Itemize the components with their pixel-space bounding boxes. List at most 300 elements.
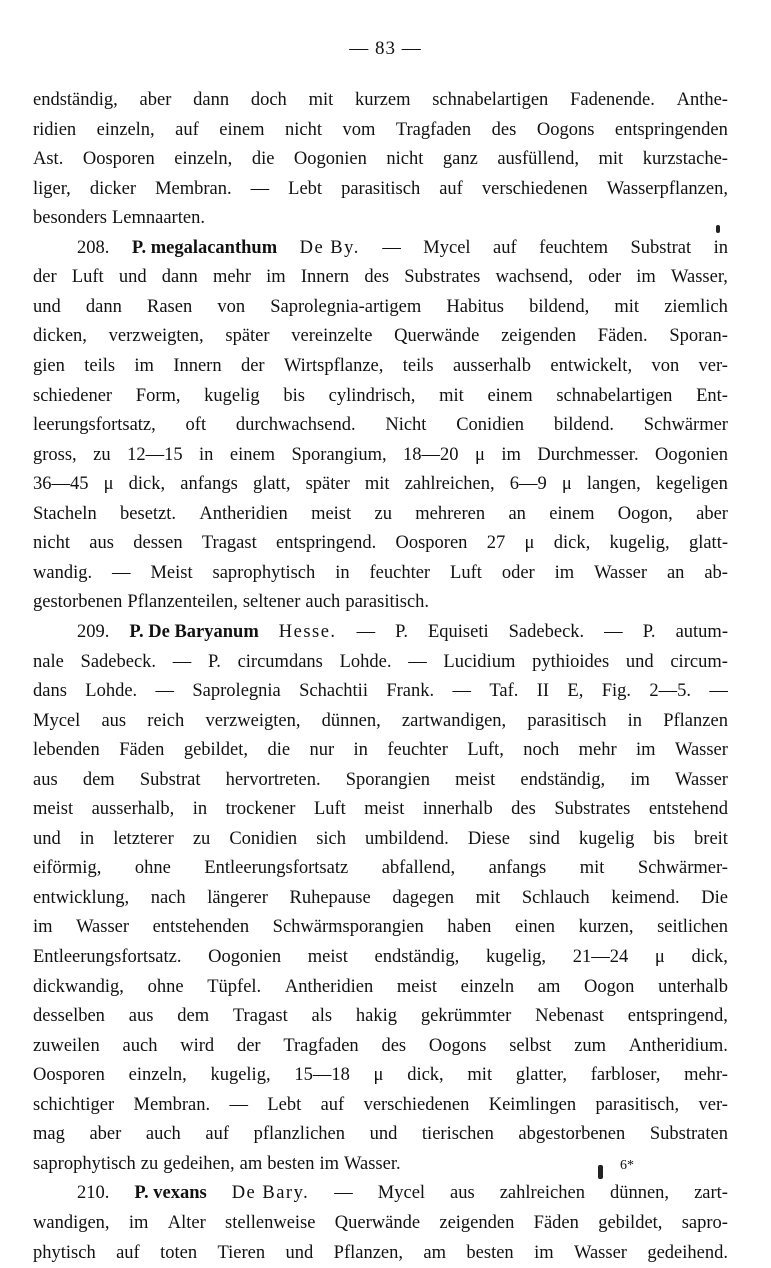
word: wandigen, [33, 1212, 110, 1233]
word: unterhalb [658, 976, 728, 997]
word: Tragfaden [395, 119, 472, 140]
word: mag [33, 1124, 65, 1145]
word: glatter, [515, 1065, 567, 1086]
word: bis [653, 828, 675, 849]
word: Fäden [119, 740, 165, 761]
word: gedeihen, [163, 1153, 235, 1174]
word: bis [283, 385, 305, 406]
text-line [33, 912, 728, 942]
word: dicken, [33, 326, 87, 347]
word: besetzt. [120, 503, 177, 524]
word: Stacheln [33, 503, 97, 524]
word: Ast. [33, 149, 64, 170]
word: längerer [207, 887, 268, 908]
word: Oogons [428, 1035, 487, 1056]
word: dann [193, 90, 230, 110]
word: bildend. [553, 415, 614, 436]
word: glatt- [688, 533, 728, 554]
word: desselben [33, 1006, 105, 1027]
text-line [33, 1090, 728, 1120]
word: — [112, 562, 131, 583]
word: zum [574, 1035, 606, 1056]
text-line [33, 706, 728, 736]
word: Antheridien [284, 976, 374, 997]
word: entstehenden [152, 917, 250, 938]
word: besten [466, 1242, 514, 1263]
word: von [217, 296, 246, 317]
word: umbildend. [365, 828, 449, 849]
word: Pflanzen [663, 710, 728, 731]
word: 12—15 [127, 444, 183, 465]
word: ohne [147, 976, 184, 997]
word: Nebenast [535, 1006, 604, 1027]
word: μ [475, 444, 485, 465]
word: schiedener [33, 385, 113, 406]
word: parasitisch [341, 178, 421, 199]
word: einem [219, 119, 265, 140]
word: gebildet, [183, 740, 249, 761]
word: Mycel [423, 237, 471, 258]
word: Diese [467, 828, 510, 849]
word: der [236, 1035, 261, 1056]
word: Oogonien [655, 444, 728, 465]
word: dick, [128, 474, 166, 495]
word: des [364, 267, 390, 288]
word: sind [529, 828, 560, 849]
word: Meist [150, 562, 193, 583]
text-line [33, 410, 728, 440]
word: Sadebeck. [80, 651, 157, 672]
word: bildend, [529, 296, 590, 317]
word: Lohde. [339, 651, 392, 672]
word: wird [180, 1035, 215, 1056]
word: saprophytisch [212, 562, 316, 583]
text-line [33, 381, 728, 411]
word: 210. [77, 1183, 110, 1204]
word: — [452, 681, 471, 701]
word: Conidien [229, 828, 298, 849]
word: auch [145, 1124, 181, 1145]
word: 18—20 [403, 444, 459, 465]
word: einem [229, 444, 276, 465]
word: Ent- [696, 385, 728, 406]
word: Anthe- [676, 90, 728, 110]
text-line [33, 528, 728, 558]
word: verschiedenen [363, 1094, 470, 1115]
word: toten [160, 1242, 198, 1263]
word: aus [128, 1006, 154, 1027]
word: und [369, 1124, 398, 1145]
word: dans [33, 681, 67, 701]
word: dem [82, 769, 115, 790]
word: Schwärmer [643, 415, 728, 436]
word: P. [642, 621, 656, 642]
word: Schlauch [521, 887, 590, 908]
word: von [651, 355, 680, 376]
word: aus [450, 1183, 475, 1204]
word: entstehend [648, 799, 728, 820]
author-name: De Bary. [231, 1183, 310, 1204]
word: Innern [173, 355, 222, 376]
word: ziemlich [664, 296, 728, 317]
word: Schachtii [299, 681, 368, 701]
word: ausserhalb [452, 355, 532, 376]
word: im [33, 917, 53, 938]
text-line [33, 824, 728, 854]
word: vereinzelte [291, 326, 373, 347]
word: breit [694, 828, 728, 849]
word: — [334, 1183, 353, 1204]
word: Oogonien [293, 149, 367, 170]
word: die [251, 149, 275, 170]
word: aber [139, 90, 172, 110]
word: Wasser [76, 917, 130, 938]
word: am [239, 1153, 263, 1174]
word: glatt, [252, 474, 291, 495]
word: Entleerungsfortsatz. [33, 947, 182, 967]
word: 209. [77, 621, 110, 642]
word: Frank. [386, 681, 435, 701]
word: wandig. [33, 562, 93, 583]
word: Oosporen [33, 1065, 105, 1086]
word: Sporan- [669, 326, 728, 347]
word: 6—9 [509, 474, 547, 495]
word: pythioides [532, 651, 610, 672]
word: zahlreichen, [404, 474, 495, 495]
word: entwickelt, [550, 355, 633, 376]
text-line [33, 262, 728, 292]
word: gross, [33, 444, 77, 465]
word: endständig, [520, 769, 606, 790]
word: P. [395, 621, 408, 642]
word: Durchmesser. [537, 444, 639, 465]
text-line [33, 85, 728, 115]
word: Ruhepause [289, 887, 371, 908]
text-line [33, 203, 728, 233]
word: besonders [33, 208, 107, 229]
word: 36—45 [33, 474, 89, 495]
text-line [33, 647, 728, 677]
word: liger, [33, 178, 71, 199]
word: ausserhalb, [91, 799, 175, 820]
word: dünnen, [321, 710, 381, 731]
author-name: Hesse. [278, 621, 337, 642]
word: μ [654, 947, 665, 967]
word: eiförmig, [33, 858, 102, 879]
word: meist [396, 976, 437, 997]
text-line [33, 144, 728, 174]
word: in [353, 740, 368, 761]
word: auf [493, 237, 517, 258]
word: Wasser [573, 1242, 627, 1263]
word: Sadebeck. [508, 621, 585, 642]
word: lebenden [33, 740, 100, 761]
word: Saprolegnia [192, 681, 281, 701]
word: wachsend, [495, 267, 574, 288]
text-line [33, 853, 728, 883]
word: kugelig [578, 828, 635, 849]
word: Querwände [334, 1212, 421, 1233]
word: am [423, 1242, 447, 1263]
word: autum- [675, 621, 728, 642]
species-name: P. De Baryanum [129, 621, 259, 642]
word: Luft [71, 267, 104, 288]
text-line [33, 765, 728, 795]
text-line [33, 351, 728, 381]
word: Membran. [133, 1094, 211, 1115]
word: Wasser, [671, 267, 728, 288]
word: ridien [33, 119, 77, 140]
word: gekrümmter [420, 1006, 512, 1027]
word: des [381, 1035, 407, 1056]
word: dann [85, 296, 122, 317]
word: einen [514, 917, 556, 938]
word: farbloser, [590, 1065, 661, 1086]
word: Pflanzenteilen, [127, 592, 238, 613]
word: zeigenden [501, 326, 577, 347]
text-line [77, 617, 728, 647]
word: parasitisch, [595, 1094, 680, 1115]
word: Conidien [456, 415, 525, 436]
word: Substrat [630, 237, 692, 258]
word: meist [455, 769, 496, 790]
word: Schwärmsporangien [272, 917, 424, 938]
word: Substrat [139, 769, 201, 790]
word: Pflanzen, [333, 1242, 404, 1263]
word: in [335, 562, 350, 583]
word: 15—18 [294, 1065, 350, 1086]
text-line [33, 558, 728, 588]
word: und [285, 1242, 314, 1263]
word: der [33, 267, 57, 288]
word: meist [307, 947, 348, 967]
word: und [625, 651, 654, 672]
word: nicht [386, 149, 424, 170]
word: phytisch [33, 1242, 96, 1263]
word: — [408, 651, 427, 672]
word: einzeln [460, 976, 515, 997]
word: 2—5. [649, 681, 691, 701]
text-line [33, 794, 728, 824]
word: hervortreten. [225, 769, 321, 790]
word: Taf. [489, 681, 519, 701]
word: P. [207, 651, 221, 672]
word: auf [439, 178, 463, 199]
word: mit [467, 1065, 493, 1086]
text-line [77, 233, 728, 263]
word: Innern [300, 267, 350, 288]
word: Form, [135, 385, 181, 406]
word: und [33, 296, 61, 317]
word: sapro- [681, 1212, 728, 1233]
word: Lemnaarten. [111, 208, 205, 229]
word: — [709, 681, 728, 701]
word: II [536, 681, 550, 701]
word: μ [524, 533, 535, 554]
word: Oogon, [617, 503, 673, 524]
word: mit [475, 887, 501, 908]
word: langen, [586, 474, 641, 495]
word: ganz [442, 149, 478, 170]
word: an [666, 562, 685, 583]
word: Luft [313, 799, 346, 820]
word: ver- [698, 1094, 728, 1115]
word: — [229, 1094, 248, 1115]
word: Equiseti [427, 621, 489, 642]
word: — [172, 651, 192, 672]
word: besten [267, 1153, 315, 1174]
word: mehr [578, 740, 617, 761]
word: auf [175, 119, 199, 140]
word: und [33, 828, 61, 849]
text-line [33, 587, 728, 617]
word: Lohde. [85, 681, 138, 701]
word: feuchtem [539, 237, 608, 258]
word: im [134, 355, 154, 376]
word: des [491, 119, 517, 140]
word: leerungsfortsatz, [33, 415, 156, 436]
word: zu [140, 1153, 159, 1174]
word: Oosporen [82, 149, 155, 170]
word: entspringend. [276, 533, 377, 554]
word: μ [373, 1065, 384, 1086]
word: kugelig, [210, 1065, 271, 1086]
word: im [636, 267, 656, 288]
word: seitlichen [657, 917, 728, 938]
word: Schwärmer- [637, 858, 728, 879]
word: im [630, 769, 650, 790]
text-line [77, 1178, 728, 1208]
word: einzeln, [96, 119, 155, 140]
word: aber [89, 1124, 122, 1145]
word: aus [101, 710, 127, 731]
word: der [240, 355, 265, 376]
text-line [33, 499, 728, 529]
word: kegeligen [655, 474, 728, 495]
word: verschiedenen [481, 178, 588, 199]
word: saprophytisch [33, 1153, 136, 1174]
author-name: De By. [299, 237, 360, 258]
word: und [118, 267, 147, 288]
word: entspringenden [614, 119, 728, 140]
word: im [128, 1212, 149, 1233]
word: Antheridium. [628, 1035, 728, 1056]
word: Tragfaden [283, 1035, 359, 1056]
word: mit [439, 385, 464, 406]
text-line [33, 440, 728, 470]
word: kugelig [204, 385, 260, 406]
word: zu [192, 828, 211, 849]
word: zu [374, 503, 392, 524]
word: zahlreichen [499, 1183, 585, 1204]
word: im [554, 562, 575, 583]
text-line [33, 735, 728, 765]
text-line [33, 1238, 728, 1268]
text-line [33, 972, 728, 1002]
text-line [33, 883, 728, 913]
word: nicht [33, 533, 70, 554]
word: mehreren [415, 503, 486, 524]
text-line [33, 469, 728, 499]
word: abfallend, [381, 858, 456, 879]
word: ohne [134, 858, 171, 879]
word: Fäden [533, 1212, 579, 1233]
word: reich [147, 710, 185, 731]
word: Nicht [385, 415, 427, 436]
word: Lebt [267, 1094, 302, 1115]
word: haben [447, 917, 492, 938]
word: — [356, 621, 376, 642]
text-line [33, 676, 728, 706]
word: Entleerungsfortsatz [204, 858, 349, 879]
word: später [305, 474, 350, 495]
word: parasitisch [527, 710, 607, 731]
word: im [501, 444, 521, 465]
word: Oogonien [208, 947, 282, 967]
text-line [33, 1031, 728, 1061]
word: auf [116, 1242, 140, 1263]
word: feuchter [369, 562, 431, 583]
word: Wirtspflanze, [283, 355, 384, 376]
word: ausfüllend, [497, 149, 580, 170]
word: durchwachsend. [235, 415, 356, 436]
ink-spot [716, 225, 720, 233]
word: kugelig, [609, 533, 670, 554]
word: dick, [553, 533, 591, 554]
word: feuchter [387, 740, 448, 761]
word: — [250, 178, 270, 199]
word: hakig [355, 1006, 398, 1027]
word: Wasser [675, 769, 728, 790]
word: im [266, 267, 286, 288]
word: nur [309, 740, 335, 761]
word: vom [342, 119, 376, 140]
word: Substrates [404, 267, 481, 288]
word: aus [33, 769, 58, 790]
word: Tragast [201, 533, 257, 554]
word: schichtiger [33, 1094, 115, 1115]
word: dick, [407, 1065, 444, 1086]
text-line [33, 115, 728, 145]
word: auf [205, 1124, 229, 1145]
word: dagegen [392, 887, 454, 908]
word: an [508, 503, 526, 524]
word: tierischen [421, 1124, 494, 1145]
word: mit [598, 149, 624, 170]
word: auf [320, 1094, 345, 1115]
word: Substrates [554, 799, 631, 820]
text-line [33, 321, 728, 351]
word: mit [579, 858, 605, 879]
word: nach [150, 887, 186, 908]
text-line [33, 1119, 728, 1149]
word: Fäden. [597, 326, 648, 347]
word: die [267, 740, 291, 761]
text-line [33, 942, 728, 972]
word: im [636, 740, 656, 761]
word: Oogons [536, 119, 595, 140]
word: einzeln, [128, 1065, 187, 1086]
page-number: — 83 — [349, 38, 422, 59]
word: kurzem [354, 90, 411, 110]
word: einem [487, 385, 533, 406]
word: mit [614, 296, 640, 317]
text-line [33, 1001, 728, 1031]
word: zeigenden [439, 1212, 515, 1233]
word: aus [89, 533, 114, 554]
word: Saprolegnia-artigem [270, 296, 422, 317]
word: kugelig, [485, 947, 547, 967]
